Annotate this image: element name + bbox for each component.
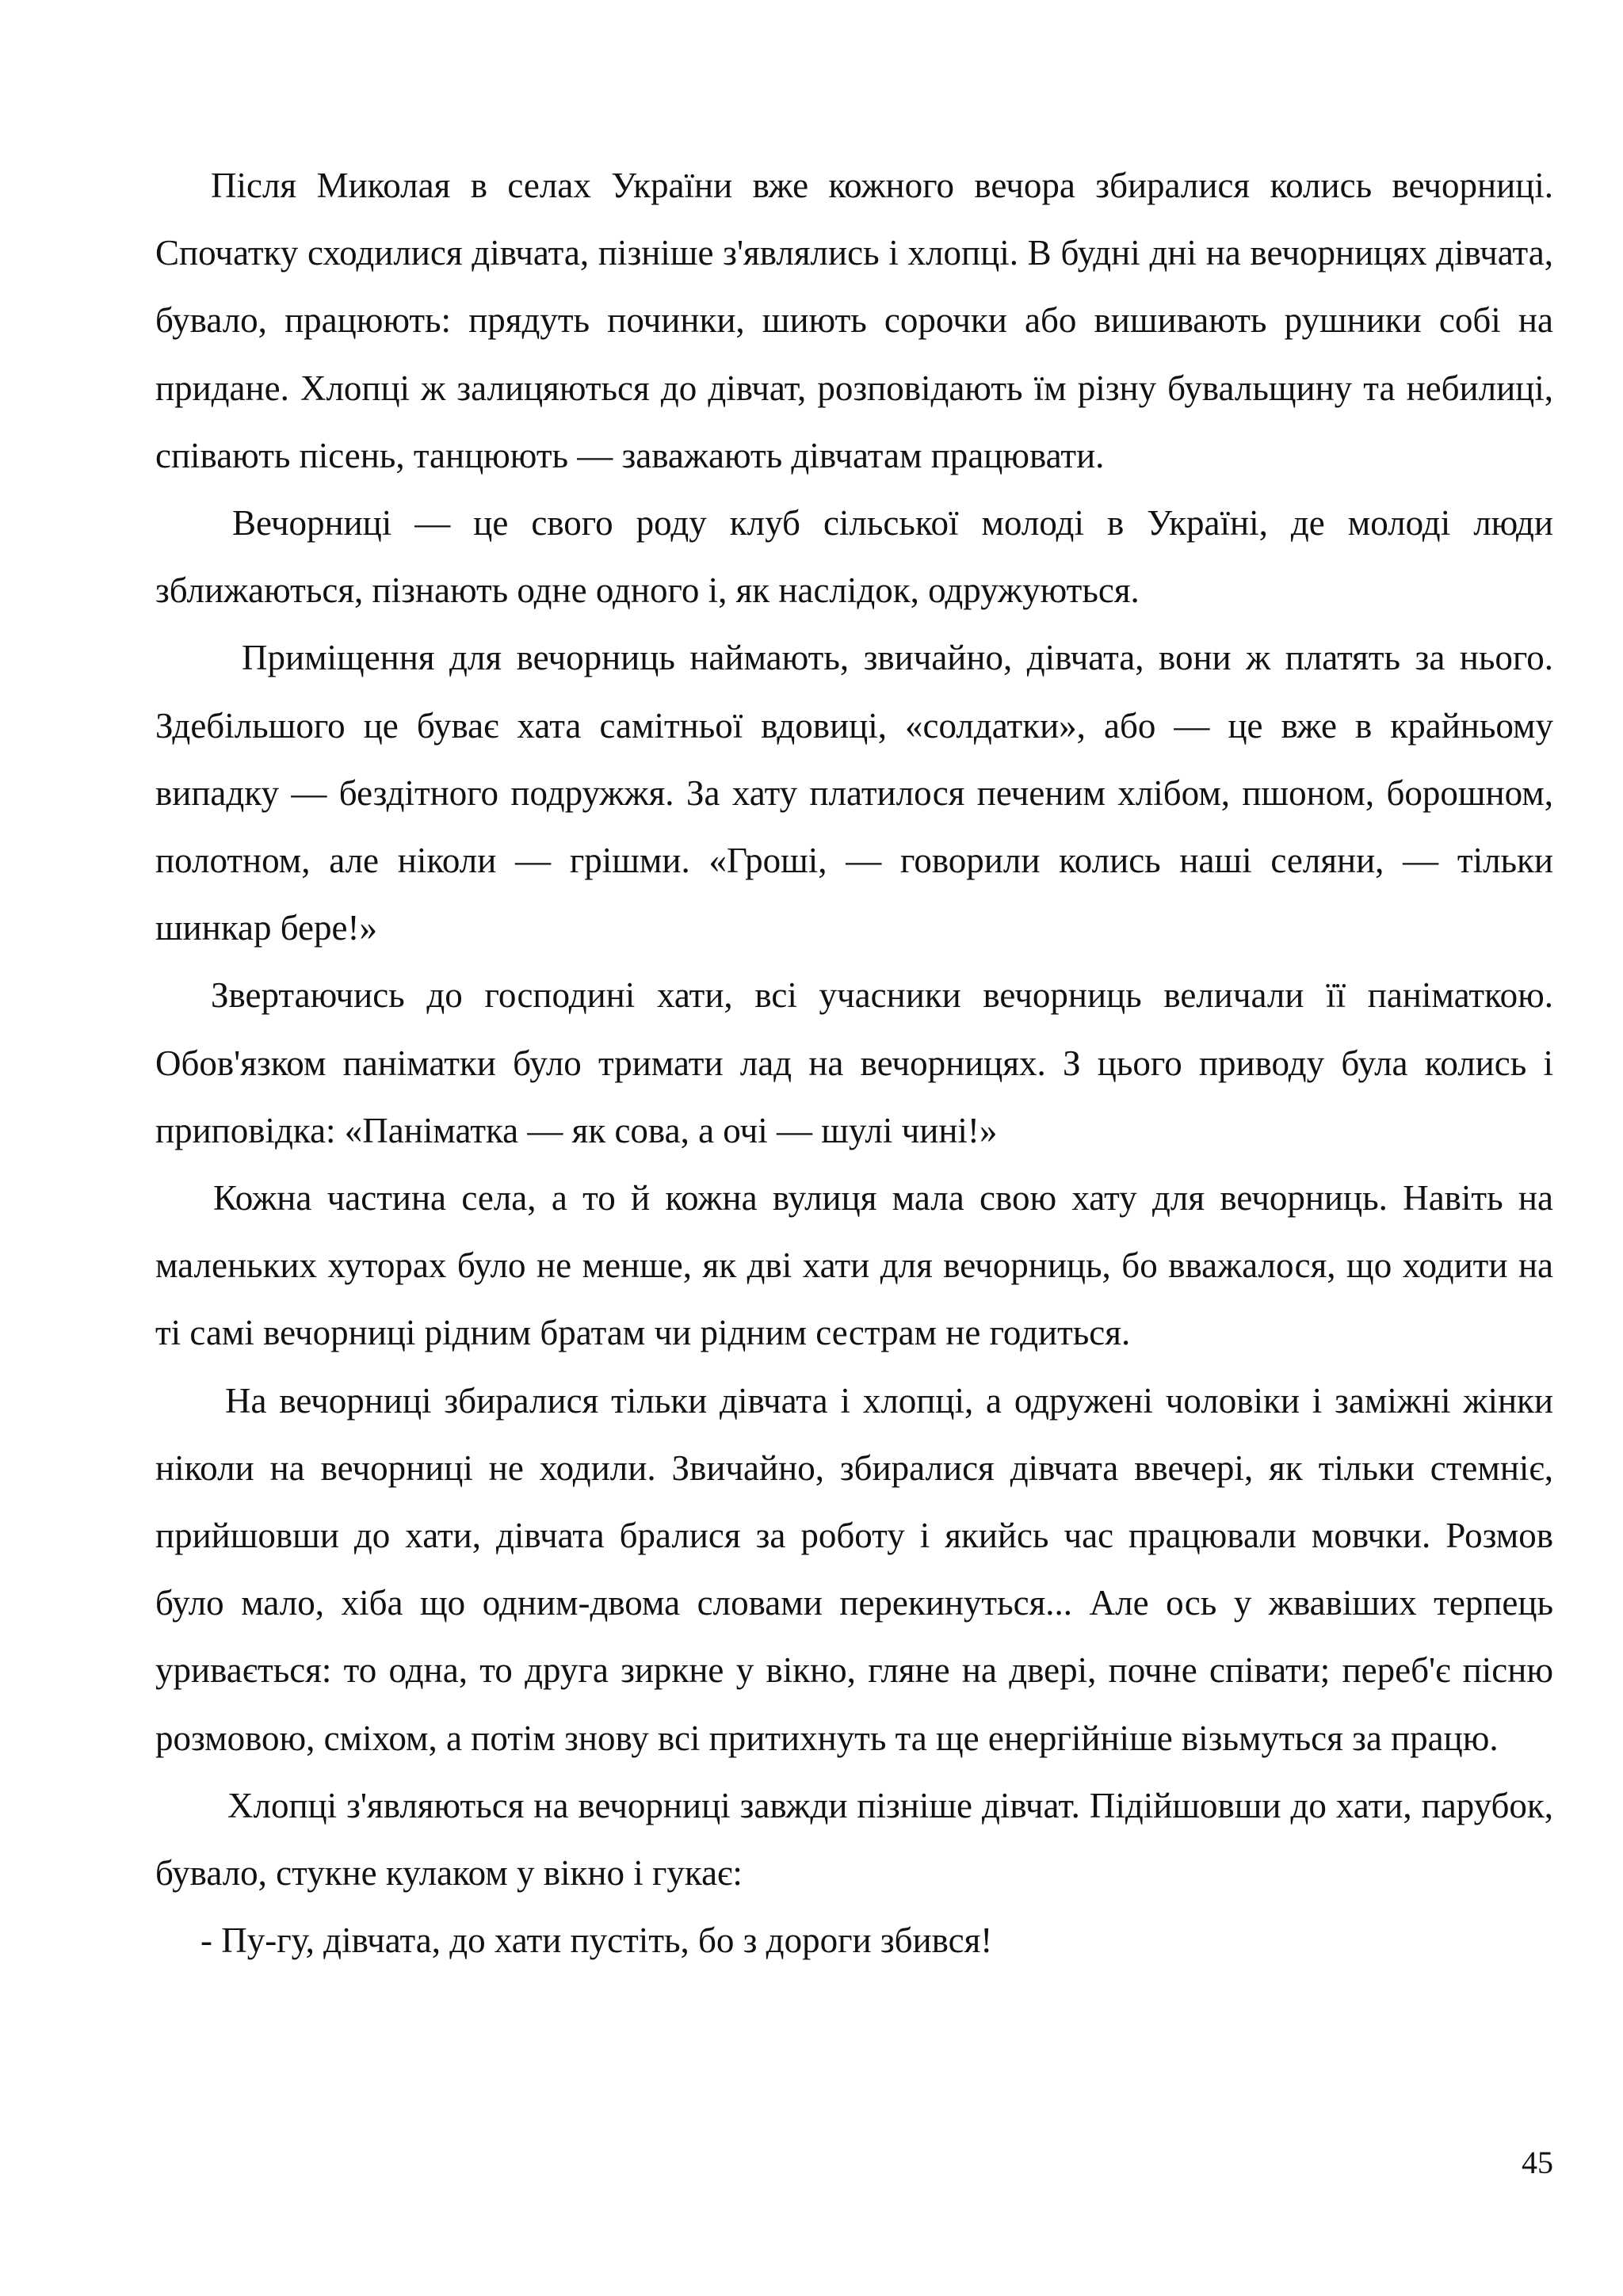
paragraph: Приміщення для вечорниць наймають, звичайно, дівчата, вони ж платять за нього. Здебільшого це буває хата самітньої вдовиці, «солдатки», або — це вже в крайньому випадку — бездітного подружжя. За хату платилося печеним хлібом, пшоном, борошном, полотном, але ніколи — грішми. «Гроші, — говорили колись наші селяни, — тільки шинкар бере!» (155, 638, 1553, 948)
body-text (155, 152, 1553, 1974)
paragraph: Звертаючись до господині хати, всі учасники вечорниць величали її паніматкою. Обов'язком паніматки було тримати лад на вечорницях. З цього приводу була колись і приповідка: «Паніматка — як сова, а очі — шулі чині!» (155, 975, 1553, 1150)
paragraph: Кожна частина села, а то й кожна вулиця мала свою хату для вечорниць. Навіть на маленьких хуторах було не менше, як дві хати для вечорниць, бо вважалося, що ходити на ті самі вечорниці рідним братам чи рідним сестрам не годиться. (155, 1178, 1553, 1353)
paragraph: Після Миколая в селах України вже кожного вечора збиралися колись вечорниці. Спочатку сходилися дівчата, пізніше з'являлись і хлопці. В будні дні на вечорницях дівчата, бувало, працюють: прядуть починки, шиють сорочки або вишивають рушники собі на придане. Хлопці ж залицяються до дівчат, розповідають їм різну бувальщину та небилиці, співають пісень, танцюють — заважають дівчатам працювати. (155, 166, 1553, 475)
paragraph: На вечорниці збиралися тільки дівчата і хлопці, а одружені чоловіки і заміжні жінки ніколи на вечорниці не ходили. Звичайно, збиралися дівчата ввечері, як тільки стемніє, прийшовши до хати, дівчата бралися за роботу і якийсь час працювали мовчки. Розмов було мало, хіба що одним-двома словами перекинуться... Але ось у жвавіших терпець уривається: то одна, то друга зиркне у вікно, гляне на двері, почне співати; переб'є пісню розмовою, сміхом, а потім знову всі притихнуть та ще енергійніше візьмуться за працю. (155, 1380, 1553, 1758)
paragraph: Вечорниці — це свого роду клуб сільської молоді в Україні, де молоді люди зближаються, пізнають одне одного і, як наслідок, одружуються. (155, 503, 1553, 611)
paragraph: Хлопці з'являються на вечорниці завжди пізніше дівчат. Підійшовши до хати, парубок, бувало, стукне кулаком у вікно і гукає: (155, 1785, 1553, 1894)
page-number: 45 (1522, 2145, 1553, 2180)
dialogue-line: - Пу-гу, дівчата, до хати пустіть, бо з дороги збився! (200, 1920, 993, 1961)
